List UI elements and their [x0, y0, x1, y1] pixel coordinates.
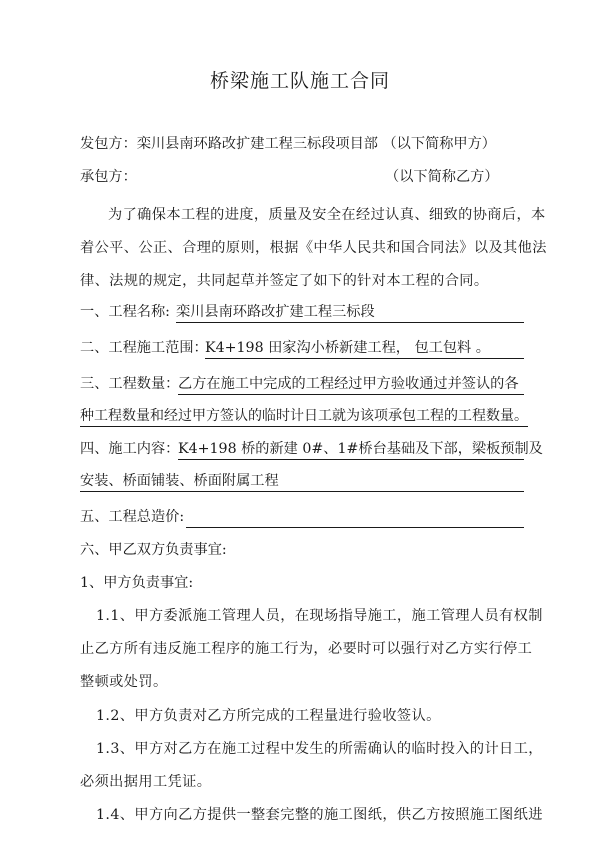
- clause-1-3-cont: 必须出据用工凭证。: [80, 774, 212, 790]
- project-name-field: [176, 303, 524, 323]
- clause-1-1: 1.1、甲方委派施工管理人员，在现场指导施工，施工管理人员有权制: [96, 608, 543, 624]
- scope-value: K4+198 田家沟小桥新建工程， 包工包料 。: [205, 340, 490, 356]
- clause-1-4: 1.4、甲方向乙方提供一整套完整的施工图纸，供乙方按照施工图纸进: [96, 807, 543, 823]
- document-title: 桥梁施工队施工合同: [209, 70, 390, 92]
- clause-1-3: 1.3、甲方对乙方在施工过程中发生的所需确认的临时投入的计日工，: [96, 741, 543, 757]
- content-value: K4+198 桥的新建 0#、1#桥台基础及下部，梁板预制及: [178, 441, 543, 457]
- content-field-cont: [80, 472, 524, 492]
- preamble-line: 着公平、公正、合理的原则，根据《中华人民共和国合同法》以及其他法: [80, 240, 547, 256]
- preamble-line: 为了确保本工程的进度，质量及安全在经过认真、细致的协商后，本: [108, 207, 546, 223]
- preamble-line: 律、法规的规定，共同起草并签定了如下的针对本工程的合同。: [80, 273, 489, 289]
- section-project-name-label: 一、工程名称:: [80, 304, 170, 320]
- content-field: [178, 440, 543, 460]
- section-total-price-label: 五、工程总造价:: [80, 509, 185, 525]
- content-value-cont: 安装、桥面铺装、桥面附属工程: [80, 473, 279, 489]
- section-responsibilities: 六、甲乙双方负责事宜:: [80, 542, 227, 558]
- contractor-note: （以下简称乙方）: [385, 169, 499, 185]
- clause-1-1-cont: 整顿或处罚。: [80, 674, 168, 690]
- clause-1-2: 1.2、甲方负责对乙方所完成的工程量进行验收签认。: [96, 708, 441, 724]
- quantity-field: [178, 375, 524, 395]
- project-name-value: 栾川县南环路改扩建工程三标段: [176, 304, 375, 320]
- quantity-value-cont: 种工程数量和经过甲方签认的临时计日工就为该项承包工程的工程数量。: [80, 407, 528, 427]
- employer-line: 发包方：栾川县南环路改扩建工程三标段项目部 （以下简称甲方）: [80, 136, 496, 152]
- total-price-blank: [186, 527, 524, 528]
- section-content-label: 四、施工内容：: [80, 441, 180, 457]
- party-a-heading: 1、甲方负责事宜:: [80, 575, 194, 591]
- scope-field: [205, 339, 524, 359]
- quantity-value: 乙方在施工中完成的工程经过甲方验收通过并签认的各: [178, 376, 519, 392]
- section-scope-label: 二、工程施工范围：: [80, 340, 208, 356]
- section-quantity-label: 三、工程数量：: [80, 376, 180, 392]
- contractor-label: 承包方：: [80, 169, 137, 185]
- clause-1-1-cont: 止乙方所有违反施工程序的施工行为，必要时可以强行对乙方实行停工: [80, 641, 533, 657]
